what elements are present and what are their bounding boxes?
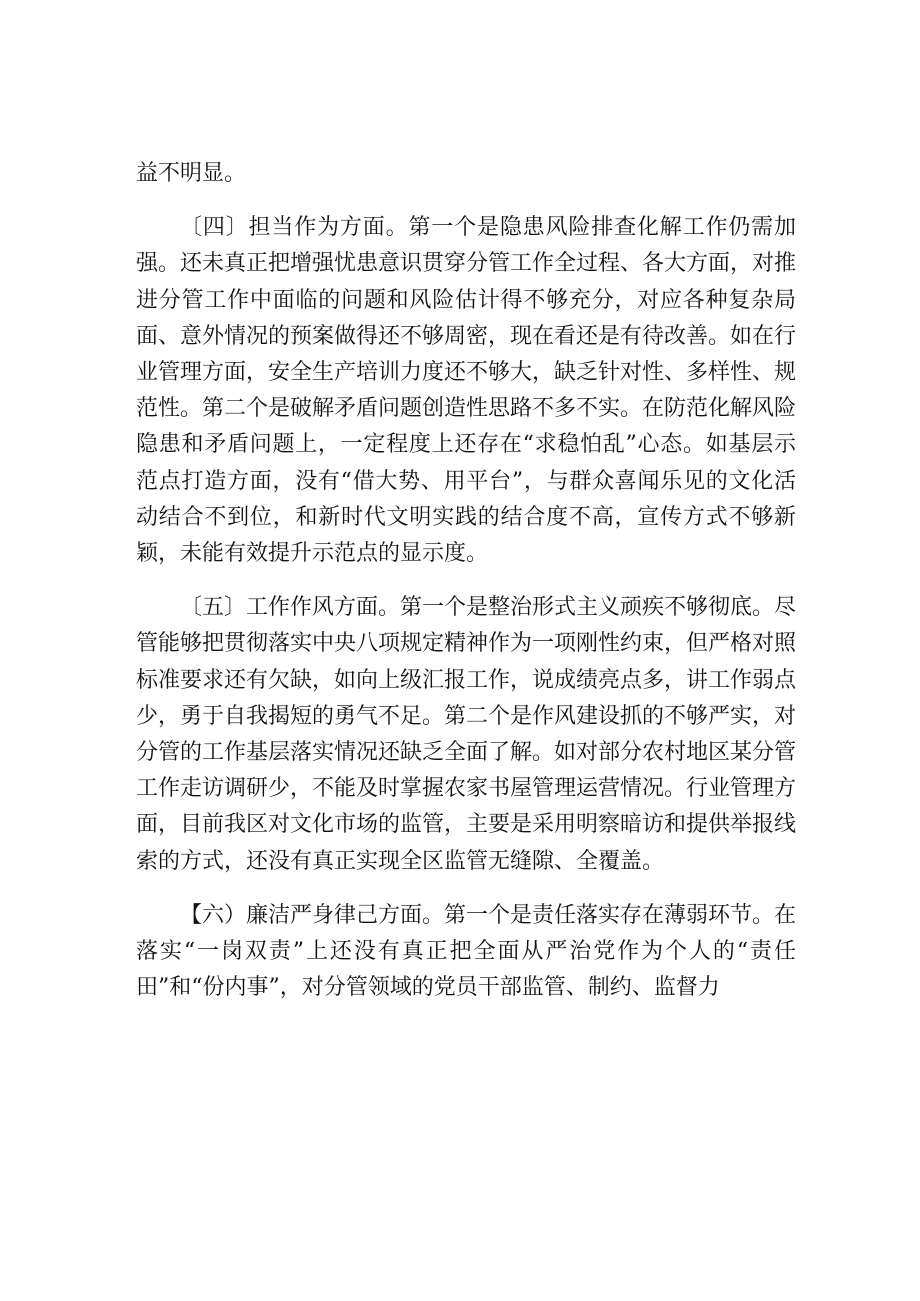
paragraph-responsibility: 〔四〕担当作为方面。第一个是隐患风险排查化解工作仍需加强。还未真正把增强忧患意识贯穿分管工作全过程、各大方面，对推进分管工作中面临的问题和风险估计得不够充分，对应各种复杂局面、意外情况的预案做得还不够周密，现在看还是有待改善。如在行业管理方面，安全生产培训力度还不够大，缺乏针对性、多样性、规范性。第二个是破解矛盾问题创造性思路不多不实。在防范化解风险隐患和矛盾问题上，一定程度上还存在“求稳怕乱”心态。如基层示范点打造方面，没有“借大势、用平台”，与群众喜闻乐见的文化活动结合不到位，和新时代文明实践的结合度不高，宣传方式不够新颖，未能有效提升示范点的显示度。 — [136, 215, 797, 567]
paragraph-work-style: 〔五〕工作作风方面。第一个是整治形式主义顽疾不够彻底。尽管能够把贯彻落实中央八项规定精神作为一项刚性约束，但严格对照标准要求还有欠缺，如向上级汇报工作，说成绩亮点多，讲工作弱点少，勇于自我揭短的勇气不足。第二个是作风建设抓的不够严实，对分管的工作基层落实情况还缺乏全面了解。如对部分农村地区某分管工作走访调研少，不能及时掌握农家书屋管理运营情况。行业管理方面，目前我区对文化市场的监管，主要是采用明察暗访和提供举报线索的方式，还没有真正实现全区监管无缝隙、全覆盖。 — [136, 595, 797, 874]
paragraph-continuation: 益不明显。 — [136, 161, 247, 186]
paragraph-integrity: 【六）廉洁严身律己方面。第一个是责任落实存在薄弱环节。在落实“一岗双责”上还没有真正把全面从严治党作为个人的“责任田”和“份内事”，对分管领域的党员干部监管、制约、监督力 — [136, 902, 797, 1001]
document-body — [136, 156, 796, 1006]
